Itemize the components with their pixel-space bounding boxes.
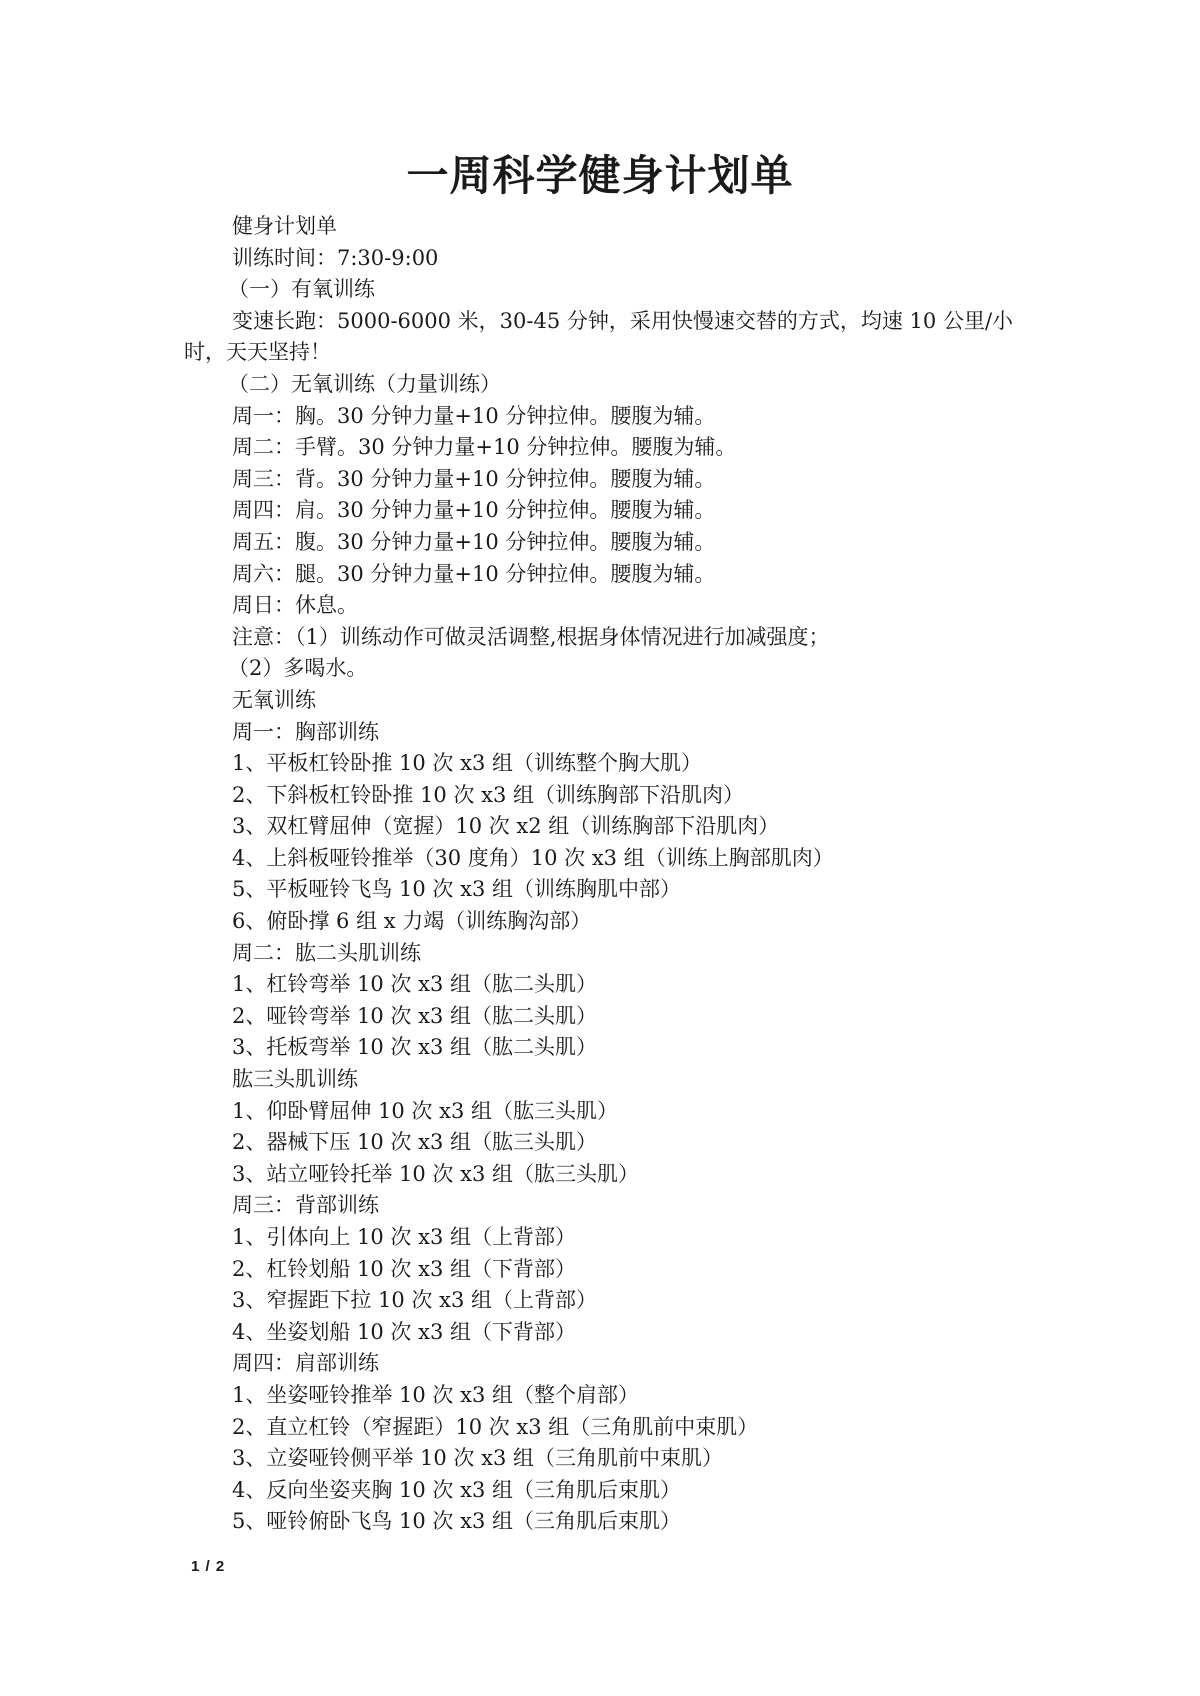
anaerobic-detail-heading: 无氧训练 bbox=[232, 687, 316, 712]
schedule-wednesday: 周三：背。30 分钟力量+10 分钟拉伸。腰腹为辅。 bbox=[232, 466, 716, 491]
training-time: 训练时间：7:30-9:00 bbox=[232, 245, 439, 270]
schedule-friday: 周五：腹。30 分钟力量+10 分钟拉伸。腰腹为辅。 bbox=[232, 529, 716, 554]
exercise-item: 2、器械下压 10 次 x3 组（肱三头肌） bbox=[232, 1130, 597, 1155]
exercise-item: 4、反向坐姿夹胸 10 次 x3 组（三角肌后束肌） bbox=[232, 1477, 681, 1502]
day-heading: 周三：背部训练 bbox=[232, 1193, 379, 1218]
exercise-item: 1、杠铃弯举 10 次 x3 组（肱二头肌） bbox=[232, 972, 597, 997]
exercise-item: 1、仰卧臂屈伸 10 次 x3 组（肱三头肌） bbox=[232, 1098, 618, 1123]
note-line: 注意：（1）训练动作可做灵活调整,根据身体情况进行加减强度； bbox=[232, 624, 830, 649]
exercise-item: 2、下斜板杠铃卧推 10 次 x3 组（训练胸部下沿肌肉） bbox=[232, 782, 744, 807]
plan-heading: 健身计划单 bbox=[232, 214, 337, 238]
schedule-sunday: 周日：休息。 bbox=[232, 593, 358, 618]
document-body bbox=[184, 211, 1034, 1538]
aerobic-description: 变速长跑：5000-6000 米，30-45 分钟，采用快慢速交替的方式，均速 10 公里/小时，天天坚持！ bbox=[184, 308, 1014, 365]
exercise-item: 3、窄握距下拉 10 次 x3 组（上背部） bbox=[232, 1288, 597, 1313]
schedule-saturday: 周六：腿。30 分钟力量+10 分钟拉伸。腰腹为辅。 bbox=[232, 561, 716, 586]
day-heading: 周二：肱二头肌训练 bbox=[232, 940, 421, 965]
exercise-item: 3、立姿哑铃侧平举 10 次 x3 组（三角肌前中束肌） bbox=[232, 1446, 723, 1471]
section-anaerobic-heading: （二）无氧训练（力量训练） bbox=[228, 371, 501, 396]
exercise-item: 2、哑铃弯举 10 次 x3 组（肱二头肌） bbox=[232, 1003, 597, 1028]
schedule-monday: 周一：胸。30 分钟力量+10 分钟拉伸。腰腹为辅。 bbox=[232, 403, 716, 428]
exercise-item: 3、双杠臂屈伸（宽握）10 次 x2 组（训练胸部下沿肌肉） bbox=[232, 814, 780, 839]
exercise-item: 5、哑铃俯卧飞鸟 10 次 x3 组（三角肌后束肌） bbox=[232, 1509, 681, 1534]
subsection-heading: 肱三头肌训练 bbox=[232, 1067, 358, 1092]
exercise-item: 4、坐姿划船 10 次 x3 组（下背部） bbox=[232, 1319, 576, 1344]
page-number: 1 / 2 bbox=[191, 1558, 226, 1575]
exercise-item: 1、平板杠铃卧推 10 次 x3 组（训练整个胸大肌） bbox=[232, 751, 702, 776]
document-title: 一周科学健身计划单 bbox=[406, 151, 794, 200]
exercise-item: 1、引体向上 10 次 x3 组（上背部） bbox=[232, 1225, 576, 1249]
exercise-item: 1、坐姿哑铃推举 10 次 x3 组（整个肩部） bbox=[232, 1382, 639, 1407]
schedule-thursday: 周四：肩。30 分钟力量+10 分钟拉伸。腰腹为辅。 bbox=[232, 498, 716, 523]
note-line: （2）多喝水。 bbox=[228, 656, 368, 681]
exercise-item: 2、直立杠铃（窄握距）10 次 x3 组（三角肌前中束肌） bbox=[232, 1414, 759, 1439]
day-heading: 周四：肩部训练 bbox=[232, 1351, 379, 1376]
exercise-item: 5、平板哑铃飞鸟 10 次 x3 组（训练胸肌中部） bbox=[232, 877, 681, 902]
section-aerobic-heading: （一）有氧训练 bbox=[228, 277, 375, 302]
exercise-item: 3、站立哑铃托举 10 次 x3 组（肱三头肌） bbox=[232, 1161, 639, 1186]
exercise-item: 6、俯卧撑 6 组 x 力竭（训练胸沟部） bbox=[232, 909, 592, 934]
exercise-item: 2、杠铃划船 10 次 x3 组（下背部） bbox=[232, 1256, 576, 1281]
day-heading: 周一：胸部训练 bbox=[232, 719, 379, 744]
exercise-item: 4、上斜板哑铃推举（30 度角）10 次 x3 组（训练上胸部肌肉） bbox=[232, 845, 834, 870]
schedule-tuesday: 周二：手臂。30 分钟力量+10 分钟拉伸。腰腹为辅。 bbox=[232, 435, 737, 460]
exercise-item: 3、托板弯举 10 次 x3 组（肱二头肌） bbox=[232, 1035, 597, 1060]
